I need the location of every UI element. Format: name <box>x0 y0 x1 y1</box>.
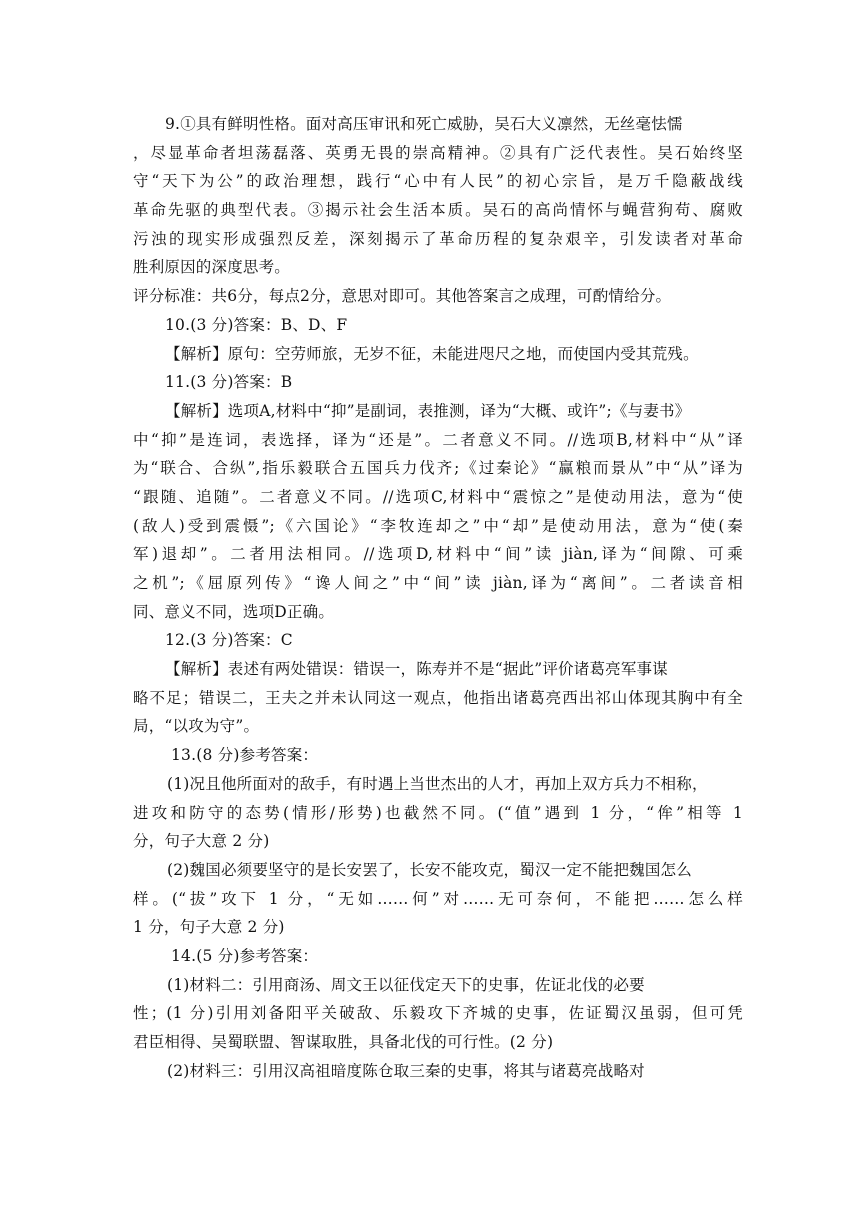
q14-part1-line-3: 君臣相得、吴蜀联盟、智谋取胜，具备北伐的可行性。(2 分) <box>133 1033 554 1051</box>
q12-answer: 12.(3 分)答案：C <box>165 631 293 650</box>
q14-heading: 14.(5 分)参考答案： <box>171 946 319 965</box>
q13-part1-line-1: (1)况且他所面对的敌手，有时遇上当世杰出的人才，再加上双方兵力不相称， <box>167 774 708 793</box>
q13-part2-line-3: 1 分，句子大意 2 分) <box>133 918 285 937</box>
q12-analysis-line-1: 【解析】表述有两处错误：错误一，陈寿并不是“据此”评价诸葛亮军事谋 <box>165 660 668 679</box>
q13-part1-line-2: 进攻和防守的态势(情形/形势)也截然不同。(“值”遇到 1 分，“侔”相等 1 <box>133 803 743 822</box>
q11-analysis-line-5: (敌人)受到震慑”;《六国论》“李牧连却之”中“却”是使动用法，意为“使(秦 <box>133 516 743 535</box>
q11-analysis-line-3: 为“联合、合纵”,指乐毅联合五国兵力伐齐;《过秦论》“赢粮而景从”中“从”译为 <box>133 459 743 478</box>
q9-answer-line-3: 守“天下为公”的政治理想，践行“心中有人民”的初心宗旨，是万千隐蔽战线 <box>133 172 743 191</box>
answer-text-body <box>133 110 743 1085</box>
q9-answer-line-6: 胜利原因的深度思考。 <box>133 258 291 277</box>
q11-analysis-line-7: 之机”;《屈原列传》“谗人间之”中“间”读 jiàn,译为“离间”。二者读音相 <box>133 574 743 592</box>
q11-analysis-line-2: 中“抑”是连词，表选择，译为“还是”。二者意义不同。//选项B,材料中“从”译 <box>133 430 743 449</box>
q13-part1-line-3: 分，句子大意 2 分) <box>133 832 270 851</box>
q11-analysis-line-1: 【解析】选项A,材料中“抑”是副词，表推测，译为“大概、或许”;《与妻书》 <box>165 401 691 420</box>
q9-answer-line-4: 革命先驱的典型代表。③揭示社会生活本质。吴石的高尚情怀与蝇营狗苟、腐败 <box>133 201 743 220</box>
q12-analysis-line-3: 局，“以攻为守”。 <box>133 717 260 736</box>
q9-answer-line-5: 污浊的现实形成强烈反差，深刻揭示了革命历程的复杂艰辛，引发读者对革命 <box>133 229 743 248</box>
q9-answer-line-2: ，尽显革命者坦荡磊落、英勇无畏的崇高精神。②具有广泛代表性。吴石始终坚 <box>133 143 743 162</box>
scoring-standard: 评分标准：共6分，每点2分，意思对即可。其他答案言之成理，可酌情给分。 <box>133 287 672 306</box>
q11-analysis-line-4: “跟随、追随”。二者意义不同。//选项C,材料中“震惊之”是使动用法，意为“使 <box>133 487 743 506</box>
q10-answer: 10.(3 分)答案：B、D、F <box>165 315 348 334</box>
q9-answer-line-1: 9.①具有鲜明性格。面对高压审讯和死亡威胁，吴石大义凛然，无丝毫怯懦 <box>165 115 683 133</box>
q13-part2-line-2: 样。(“拔”攻下 1 分，“无如……何”对……无可奈何，不能把……怎么样 <box>133 889 743 908</box>
q11-answer: 11.(3 分)答案：B <box>165 373 293 392</box>
q14-part2-line-1: (2)材料三：引用汉高祖暗度陈仓取三秦的史事，将其与诸葛亮战略对 <box>167 1061 645 1080</box>
q11-analysis-line-8: 同、意义不同，选项D正确。 <box>133 602 335 621</box>
q14-part1-line-2: 性；(1 分)引用刘备阳平关破敌、乐毅攻下齐城的史事，佐证蜀汉虽弱，但可凭 <box>133 1004 743 1023</box>
q13-part2-line-1: (2)魏国必须要坚守的是长安罢了，长安不能攻克，蜀汉一定不能把魏国怎么 <box>167 860 692 879</box>
q11-analysis-line-6: 军)退却”。二者用法相同。//选项D,材料中“间”读 jiàn,译为“间隙、可乘 <box>133 545 743 564</box>
q14-part1-line-1: (1)材料二：引用商汤、周文王以征伐定天下的史事，佐证北伐的必要 <box>167 975 645 994</box>
q12-analysis-line-2: 略不足；错误二，王夫之并未认同这一观点，他指出诸葛亮西出祁山体现其胸中有全 <box>133 688 743 707</box>
q10-analysis: 【解析】原句：空劳师旅，无岁不征，未能进咫尺之地，而使国内受其荒残。 <box>165 344 699 363</box>
q13-heading: 13.(8 分)参考答案： <box>171 746 319 765</box>
